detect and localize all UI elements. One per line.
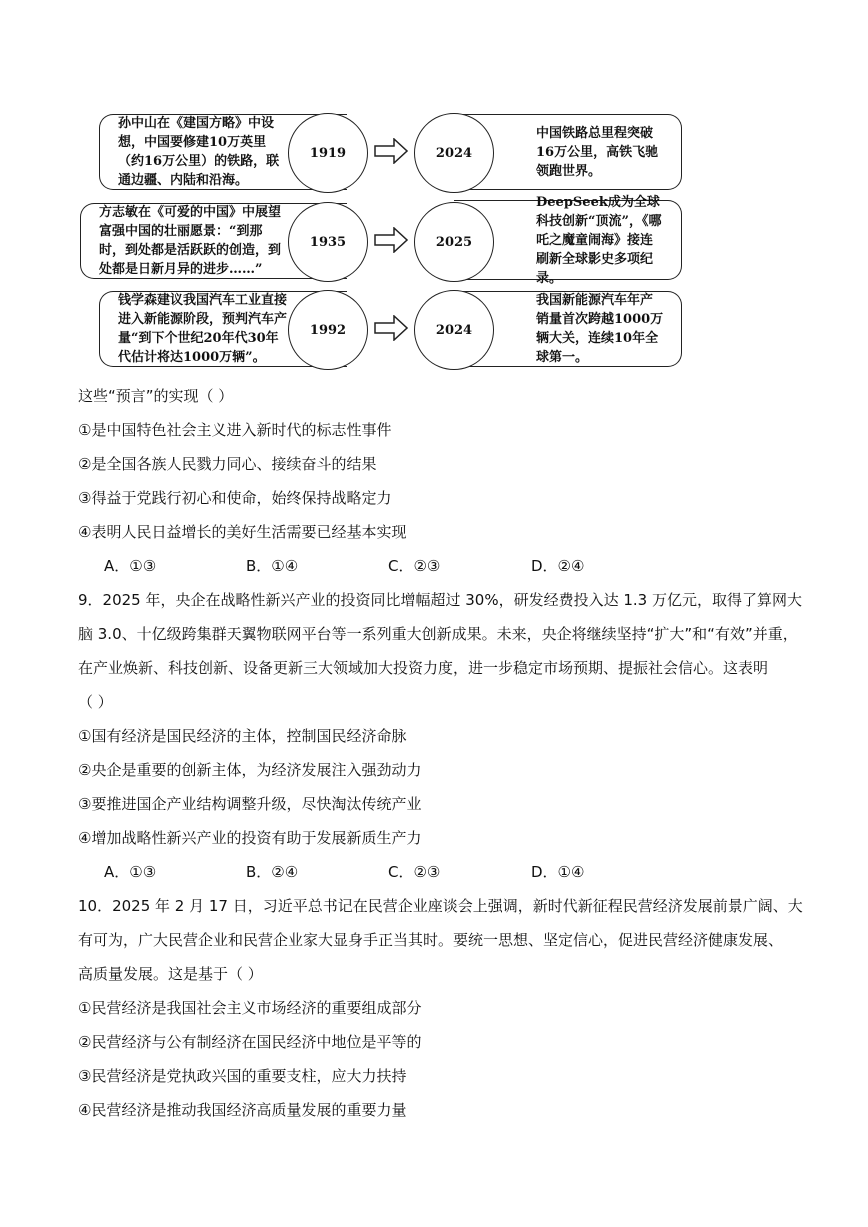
q9-option-c[interactable]: C．②③ [388,863,441,881]
year-label: 1919 [309,145,347,161]
timeline-figure [0,0,868,380]
timeline-left-text: 孙中山在《建国方略》中设想，中国要修建10万英里（约16万公里）的铁路，联通边疆、内陆和沿海。 [118,116,280,188]
q9-item: ③要推进国企产业结构调整升级，尽快淘汰传统产业 [78,795,422,813]
arrow-right-icon [374,315,408,341]
q10-item: ④民营经济是推动我国经济高质量发展的重要力量 [78,1101,407,1119]
q9-option-b[interactable]: B．②④ [246,863,299,881]
q9-option-d[interactable]: D．①④ [531,863,585,881]
year-label: 2025 [435,234,473,250]
q8-option-c[interactable]: C．②③ [388,557,441,575]
year-label: 1992 [309,322,347,338]
timeline-left-text: 钱学森建议我国汽车工业直接进入新能源阶段，预判汽车产量“到下个世纪20年代30年代估计将达1000万辆”。 [118,293,288,365]
q9-item: ①国有经济是国民经济的主体，控制国民经济命脉 [78,727,407,745]
year-circle-to-1 [414,113,494,193]
q9-stem-line: 9．2025 年，央企在战略性新兴产业的投资同比增幅超过 30%，研发经费投入达 1.3 万亿元，取得了算网大 [78,591,802,609]
q8-item: ①是中国特色社会主义进入新时代的标志性事件 [78,421,392,439]
year-circle-from-2 [288,202,368,282]
year-circle-to-2 [414,202,494,282]
q8-stem: 这些“预言”的实现（ ） [78,387,234,405]
q9-stem-line: 脑 3.0、十亿级跨集群天翼物联网平台等一系列重大创新成果。未来，央企将继续坚持“扩大”和“有效”并重， [78,625,798,643]
timeline-left-text: 方志敏在《可爱的中国》中展望富强中国的壮丽愿景：“到那时，到处都是活跃跃的创造，到处都是日新月异的进步……” [99,205,282,277]
q8-option-b[interactable]: B．①④ [246,557,299,575]
timeline-right-text: DeepSeek成为全球科技创新“顶流”，《哪吒之魔童闹海》接连刷新全球影史多项纪录。 [536,194,662,286]
timeline-right-text: 中国铁路总里程突破16万公里，高铁飞驰领跑世界。 [536,125,659,179]
q10-stem-line: 高质量发展。这是基于（ ） [78,965,263,983]
q10-item: ①民营经济是我国社会主义市场经济的重要组成部分 [78,999,422,1017]
q8-item: ④表明人民日益增长的美好生活需要已经基本实现 [78,523,407,541]
q10-stem-line: 10．2025 年 2 月 17 日，习近平总书记在民营企业座谈会上强调，新时代新征程民营经济发展前景广阔、大 [78,897,803,915]
year-circle-to-3 [414,290,494,370]
year-label: 1935 [309,234,347,250]
q9-stem-line: 在产业焕新、科技创新、设备更新三大领域加大投资力度，进一步稳定市场预期、提振社会信心。这表明 [78,659,769,677]
q10-stem-line: 有可为，广大民营企业和民营企业家大显身手正当其时。要统一思想、坚定信心，促进民营经济健康发展、 [78,931,784,949]
year-label: 2024 [435,145,473,161]
arrow-right-icon [374,138,408,164]
q9-option-a[interactable]: A．①③ [104,863,157,881]
arrow-right-icon [374,227,408,253]
q9-stem-line: （ ） [78,693,113,711]
timeline-right-text: 我国新能源汽车年产销量首次跨越1000万辆大关，连续10年全球第一。 [536,293,664,365]
q9-item: ②央企是重要的创新主体，为经济发展注入强劲动力 [78,761,422,779]
q8-option-d[interactable]: D．②④ [531,557,585,575]
year-circle-from-1 [288,113,368,193]
q10-item: ③民营经济是党执政兴国的重要支柱，应大力扶持 [78,1067,407,1085]
q9-item: ④增加战略性新兴产业的投资有助于发展新质生产力 [78,829,422,847]
q8-option-a[interactable]: A．①③ [104,557,157,575]
q8-item: ②是全国各族人民戮力同心、接续奋斗的结果 [78,455,377,473]
q10-item: ②民营经济与公有制经济在国民经济中地位是平等的 [78,1033,422,1051]
q8-item: ③得益于党践行初心和使命，始终保持战略定力 [78,489,392,507]
year-circle-from-3 [288,290,368,370]
year-label: 2024 [435,322,473,338]
